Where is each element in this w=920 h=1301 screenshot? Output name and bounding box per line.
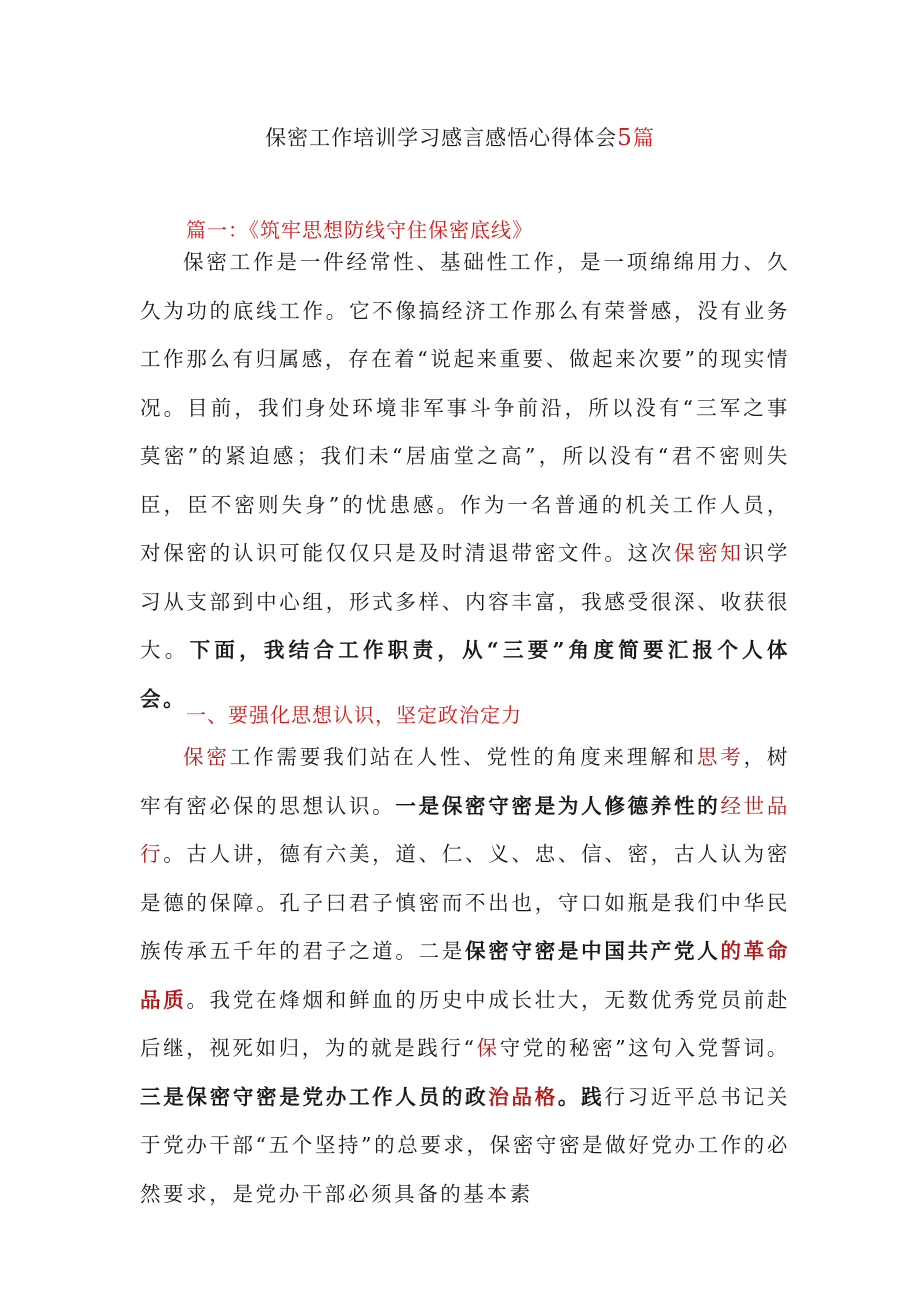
p2-highlight-5: 保 — [476, 1036, 500, 1060]
p2-bold-1: 一是保密守密是为人修德养性的 — [395, 793, 721, 818]
p2-text-5: 守党的秘密”这句入党誓词。 — [499, 1036, 790, 1060]
p2-bold-3: 三是保密守密是党办工作人员的政 — [140, 1084, 489, 1109]
paragraph-2 — [140, 733, 790, 1218]
p2-text-3: 。古人讲，德有六美，道、仁、义、忠、信、密，古人认为密是德的保障。孔子曰君子慎密而不出也，守口如瓶是我们中华民族传承五千年的君子之道。二是 — [140, 842, 790, 963]
p2-text-1: 工作需要我们站在人性、党性的角度来理解和 — [229, 745, 697, 769]
p1-text-1: 保密工作是一件经常性、基础性工作，是一项绵绵用力、久久为功的底线工作。它不像搞经济工作那么有荣誉感，没有业务工作那么有归属感，存在着“说起来重要、做起来次要”的现实情况。目前，我们身处环境非军事斗争前沿，所以没有“三军之事莫密”的紧迫感；我们未“居庙堂之高”，所以没有“君不密则失臣，臣不密则失身”的忧患感。作为一名普通的机关工作人员，对保密的认识可能仅仅只是及时清退带密文件。这次 — [140, 250, 790, 565]
p1-text-2: 识学习从支部到中心组，形式多样、内容丰富，我感受很深、收获很大。 — [140, 541, 790, 662]
p2-highlight-4: 的革命品质 — [140, 939, 790, 1012]
p2-text-2: ，树牢有密必保的思想认识。 — [140, 745, 791, 818]
title-number: 5 — [617, 125, 633, 151]
p2-text-6: 行习近平总书记关于党办干部“五个坚持”的总要求，保密守密是做好党办工作的必然要求，是党办干部必须具备的基本素 — [140, 1084, 790, 1206]
p2-bold-2: 保密守密是中国共产党人 — [465, 939, 721, 963]
p2-highlight-6: 治品格 — [488, 1084, 558, 1109]
p2-highlight-3: 经世品行 — [140, 793, 790, 866]
p1-highlight-1: 保密知 — [674, 541, 744, 565]
document-title — [0, 122, 920, 152]
p2-bold-4: 。践 — [557, 1084, 605, 1109]
paragraph-1 — [140, 238, 790, 723]
title-suffix: 篇 — [632, 126, 655, 150]
p1-bold-1: 下面，我结合工作职责，从“三要”角度简要汇报个人体会。 — [140, 638, 790, 711]
p2-text-4: 。我党在烽烟和鲜血的历史中成长壮大，无数优秀党员前赴后继，视死如归，为的就是践行“ — [140, 987, 790, 1060]
p2-highlight-1: 保密 — [183, 745, 230, 769]
section-heading-1: 篇一：《筑牢思想防线守住保密底线》 — [186, 218, 533, 242]
section-heading-2: 一、要强化思想认识，坚定政治定力 — [186, 703, 522, 727]
title-main: 保密工作培训学习感言感悟心得体会 — [265, 126, 618, 150]
p2-highlight-2: 思考 — [696, 745, 744, 769]
